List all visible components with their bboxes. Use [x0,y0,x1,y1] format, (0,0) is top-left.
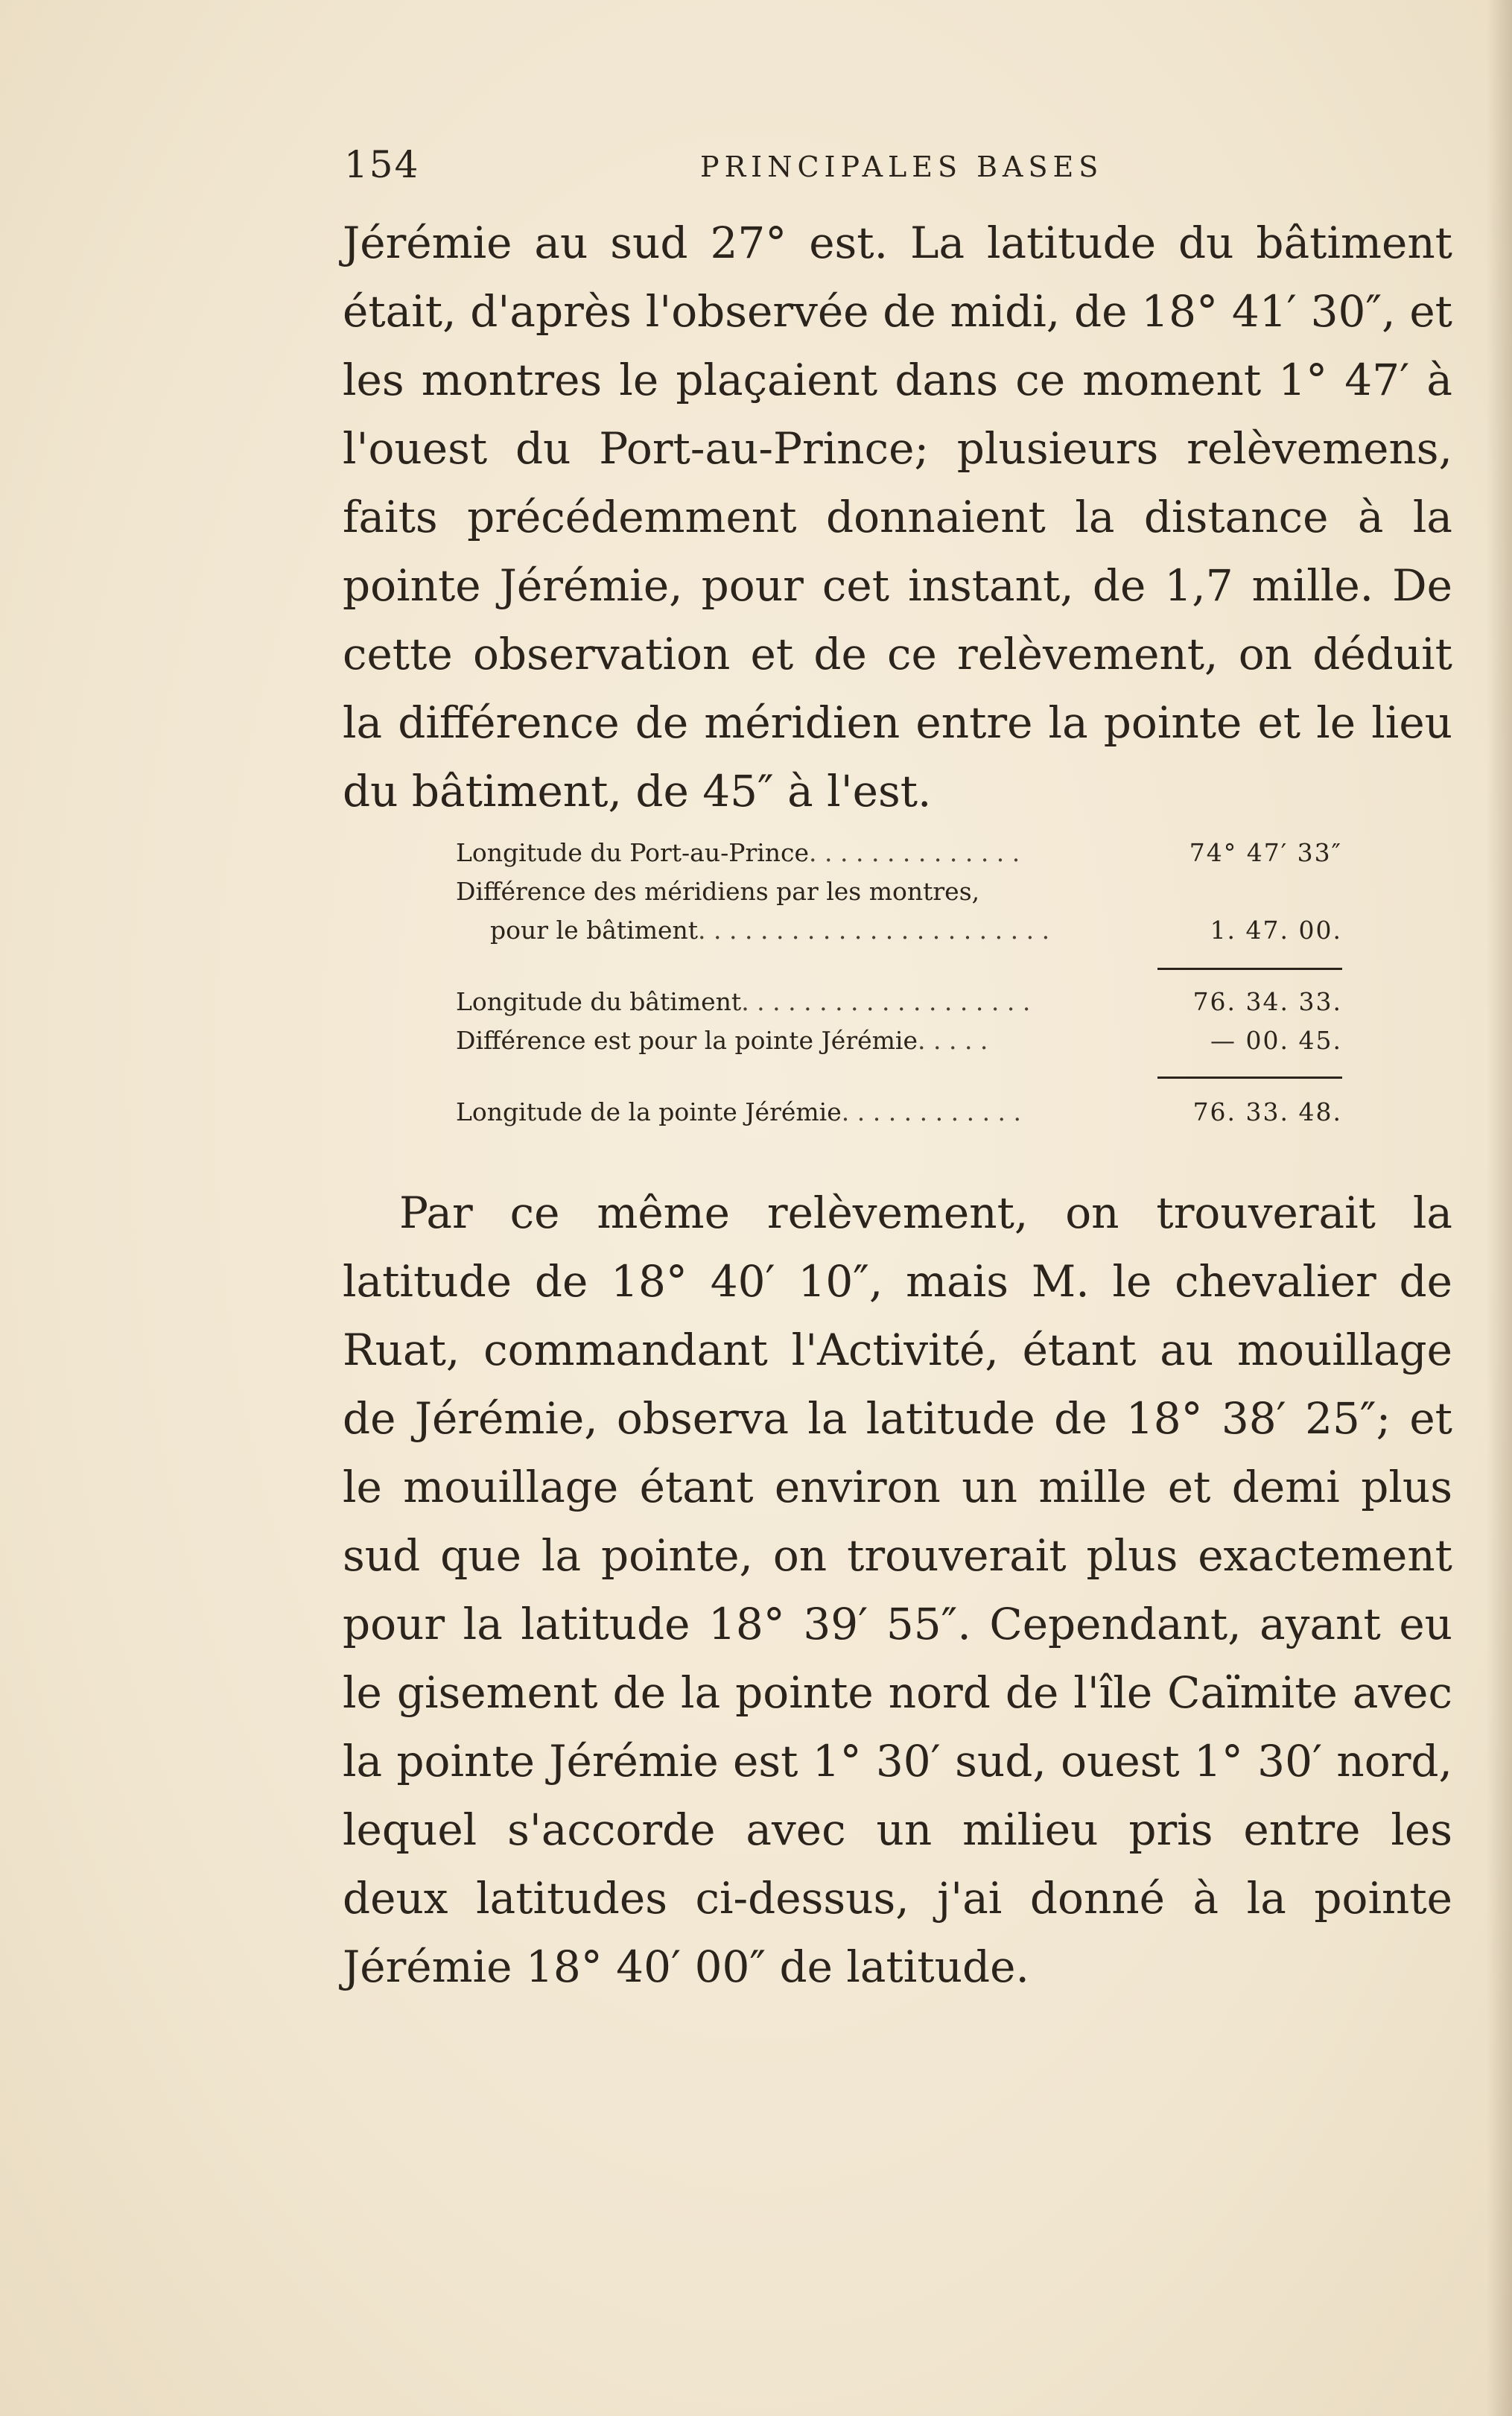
paragraph-text: Jérémie au sud 27° est. La latitude du bâtiment était, d'après l'observée de midi, de 18° 41′ 30″, et les montres le plaçaient dans ce moment 1° 47′ à l'ouest du Port-au-Prince; plusieurs relèvemens, faits précédemment donnaient la distance à la pointe Jérémie, pour cet instant, de 1,7 mille. De cette observation et de ce relèvement, on déduit la différence de méridien entre la pointe et le lieu du bâtiment, de 45″ à l'est. [343,218,1452,817]
computation-value: 76. 34. 33. [1192,987,1342,1016]
computation-label: Longitude du bâtiment. . . . . . . . . . . . . . . . . . . [456,987,1031,1016]
computation-row [456,838,1342,875]
computation-value: — 00. 45. [1210,1026,1342,1055]
computation-label: pour le bâtiment. . . . . . . . . . . . . . . . . . . . . . . [490,916,1050,945]
computation-row [456,987,1342,1024]
computation-row [456,877,1342,914]
paragraph-2 [343,1179,1452,2001]
computation-value: 1. 47. 00. [1210,916,1342,945]
page-header [344,143,1454,195]
paragraph-text: Par ce même relèvement, on trouverait la latitude de 18° 40′ 10″, mais M. le chevalier de Ruat, commandant l'Activité, étant au mouillage de Jérémie, observa la latitude de 18° 38′ 25″; et le mouillage étant environ un mille et demi plus sud que la pointe, on trouverait plus exactement pour la latitude 18° 39′ 55″. Cependant, ayant eu le gisement de la pointe nord de l'île Caïmite avec la pointe Jérémie est 1° 30′ sud, ouest 1° 30′ nord, lequel s'accorde avec un milieu pris entre les deux latitudes ci-dessus, j'ai donné à la pointe Jérémie 18° 40′ 00″ de latitude. [343,1188,1452,1992]
sum-rule [1157,968,1342,970]
computation-row [456,1097,1342,1135]
running-title: PRINCIPALES BASES [700,150,1104,183]
page-number: 154 [344,143,420,186]
page-edge-shadow [1487,0,1512,2416]
computation-label: Différence des méridiens par les montres, [456,877,980,906]
computation-label: Longitude de la pointe Jérémie. . . . . . . . . . . . [456,1097,1022,1126]
computation-label: Différence est pour la pointe Jérémie. . . . . [456,1026,988,1055]
computation-row [456,1026,1342,1063]
computation-label: Longitude du Port-au-Prince. . . . . . . . . . . . . . [456,838,1020,867]
paragraph-1 [343,209,1452,825]
computation-value: 74° 47′ 33″ [1189,838,1342,867]
sum-rule [1157,1077,1342,1079]
computation-value: 76. 33. 48. [1192,1097,1342,1126]
computation-row [456,916,1342,953]
